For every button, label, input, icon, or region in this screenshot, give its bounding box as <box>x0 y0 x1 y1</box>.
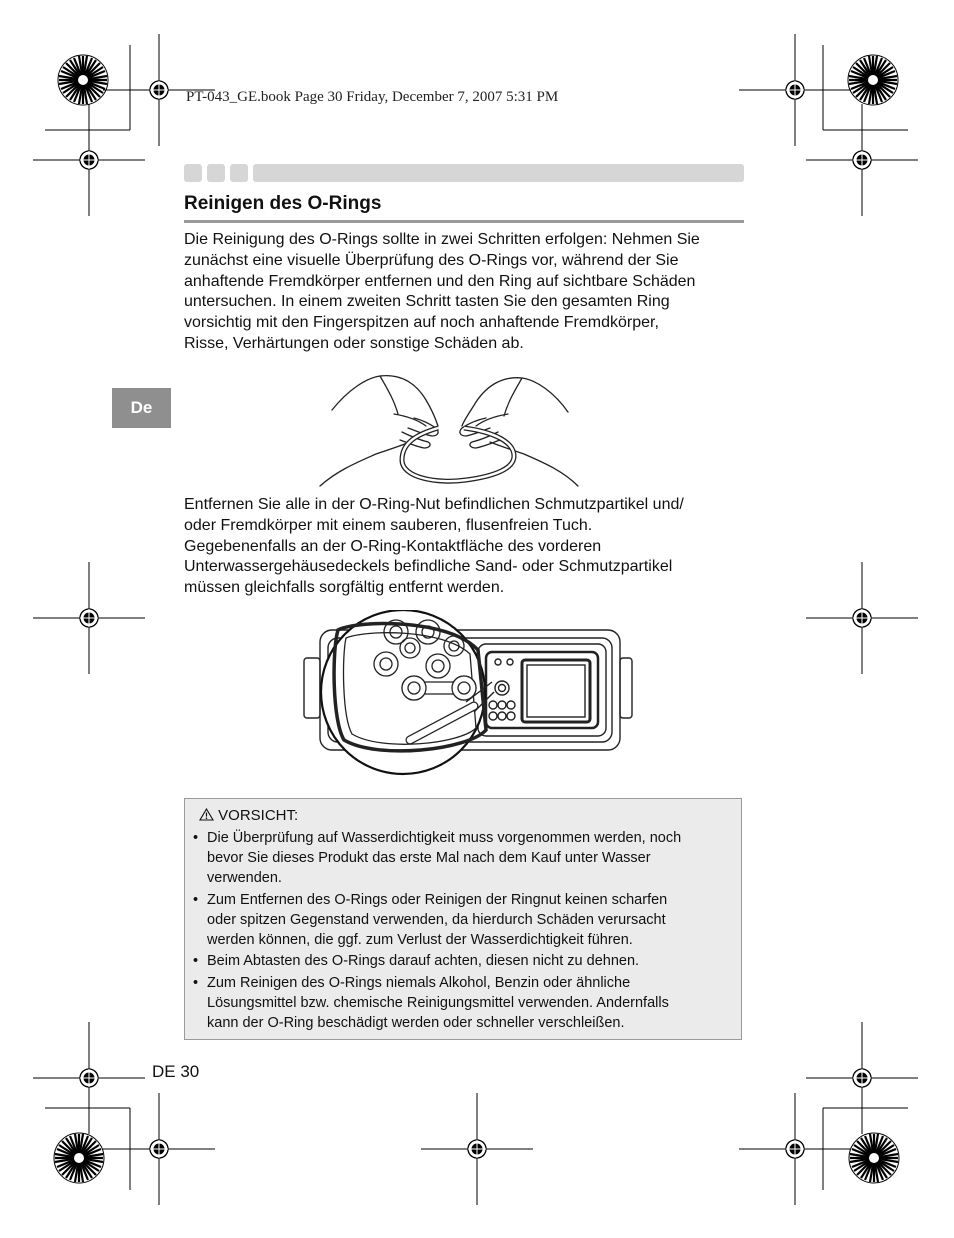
hands-holding-oring-illustration <box>318 370 580 490</box>
paragraph-line: oder Fremdkörper mit einem sauberen, flusenfreien Tuch. <box>184 516 593 534</box>
paragraph-line: Entfernen Sie alle in der O-Ring-Nut befindlichen Schmutzpartikel und/ <box>184 496 684 513</box>
title-underline <box>184 220 744 223</box>
paragraph-line: vorsichtig mit den Fingerspitzen auf noch anhaftende Fremdkörper, <box>184 314 659 332</box>
paragraph-line: Unterwassergehäusedeckels befindliche Sand- oder Schmutzpartikel <box>184 558 673 576</box>
section-bar-block-1 <box>184 164 202 182</box>
paragraph-line: untersuchen. In einem zweiten Schritt tasten Sie den gesamten Ring <box>184 293 670 311</box>
caution-line: Zum Reinigen des O-Rings niemals Alkohol, Benzin oder ähnliche <box>207 974 631 991</box>
paragraph-line: Gegebenenfalls an der O-Ring-Kontaktfläche des vorderen <box>184 537 602 555</box>
caution-item: • Die Überprüfung auf Wasserdichtigkeit muss vorgenommen werden, noch bevor Sie dieses Produkt das erste Mal nach dem Kauf unter Wasser verwenden. <box>193 830 682 886</box>
caution-line: werden können, die ggf. zum Verlust der Wasserdichtigkeit führen. <box>207 931 633 948</box>
caution-item: • Zum Entfernen des O-Rings oder Reinigen der Ringnut keinen scharfen oder spitzen Gegenstand verwenden, da hierdurch Schäden verursacht werden können, die ggf. zum Verlust der Wasserdichtigkeit führen. <box>193 891 668 948</box>
caution-line: Die Überprüfung auf Wasserdichtigkeit muss vorgenommen werden, noch <box>207 830 682 846</box>
paragraph-ring-inspection <box>184 230 749 355</box>
caution-line: Zum Entfernen des O-Rings oder Reinigen der Ringnut keinen scharfen <box>207 891 668 908</box>
caution-line: oder spitzen Gegenstand verwenden, da hierdurch Schäden verursacht <box>207 911 666 928</box>
caution-list <box>193 828 731 1033</box>
section-bar-block-3 <box>230 164 248 182</box>
paragraph-line: anhaftende Fremdkörper entfernen und den Ring auf sichtbare Schäden <box>184 272 696 290</box>
caution-line: Lösungsmittel bzw. chemische Reinigungsmittel verwenden. Andernfalls <box>207 994 669 1011</box>
paragraph-line: Risse, Verhärtungen oder sonstige Schäden ab. <box>184 334 524 352</box>
housing-cleaning-illustration <box>298 610 638 778</box>
caution-line: verwenden. <box>207 870 282 886</box>
warning-triangle-icon <box>199 808 214 821</box>
paragraph-line: zunächst eine visuelle Überprüfung des O-Rings vor, während der Sie <box>184 251 679 269</box>
paragraph-line: Die Reinigung des O-Rings sollte in zwei Schritten erfolgen: Nehmen Sie <box>184 231 700 248</box>
section-bar-long <box>253 164 744 182</box>
caution-item: • Zum Reinigen des O-Rings niemals Alkohol, Benzin oder ähnliche Lösungsmittel bzw. chemische Reinigungsmittel verwenden. Andernfalls kann der O-Ring beschädigt werden oder schneller verschleißen. <box>193 974 669 1031</box>
page-number: DE 30 <box>152 1062 200 1081</box>
caution-line: kann der O-Ring beschädigt werden oder schneller verschleißen. <box>207 1014 625 1031</box>
caution-label: VORSICHT: <box>218 807 299 824</box>
paragraph-groove-cleaning <box>184 495 749 599</box>
caution-heading <box>199 807 731 824</box>
paragraph-line: müssen gleichfalls sorgfältig entfernt werden. <box>184 579 505 597</box>
caution-line: Beim Abtasten des O-Rings darauf achten, diesen nicht zu dehnen. <box>207 953 640 969</box>
section-bar-block-2 <box>207 164 225 182</box>
caution-line: bevor Sie dieses Produkt das erste Mal nach dem Kauf unter Wasser <box>207 850 651 866</box>
caution-box <box>184 798 742 1040</box>
section-title: Reinigen des O-Rings <box>184 193 382 214</box>
caution-item: • Beim Abtasten des O-Rings darauf achten, diesen nicht zu dehnen. <box>193 953 640 969</box>
print-slug-line: PT-043_GE.book Page 30 Friday, December 7, 2007 5:31 PM <box>186 89 559 105</box>
language-tab: De <box>112 388 171 428</box>
